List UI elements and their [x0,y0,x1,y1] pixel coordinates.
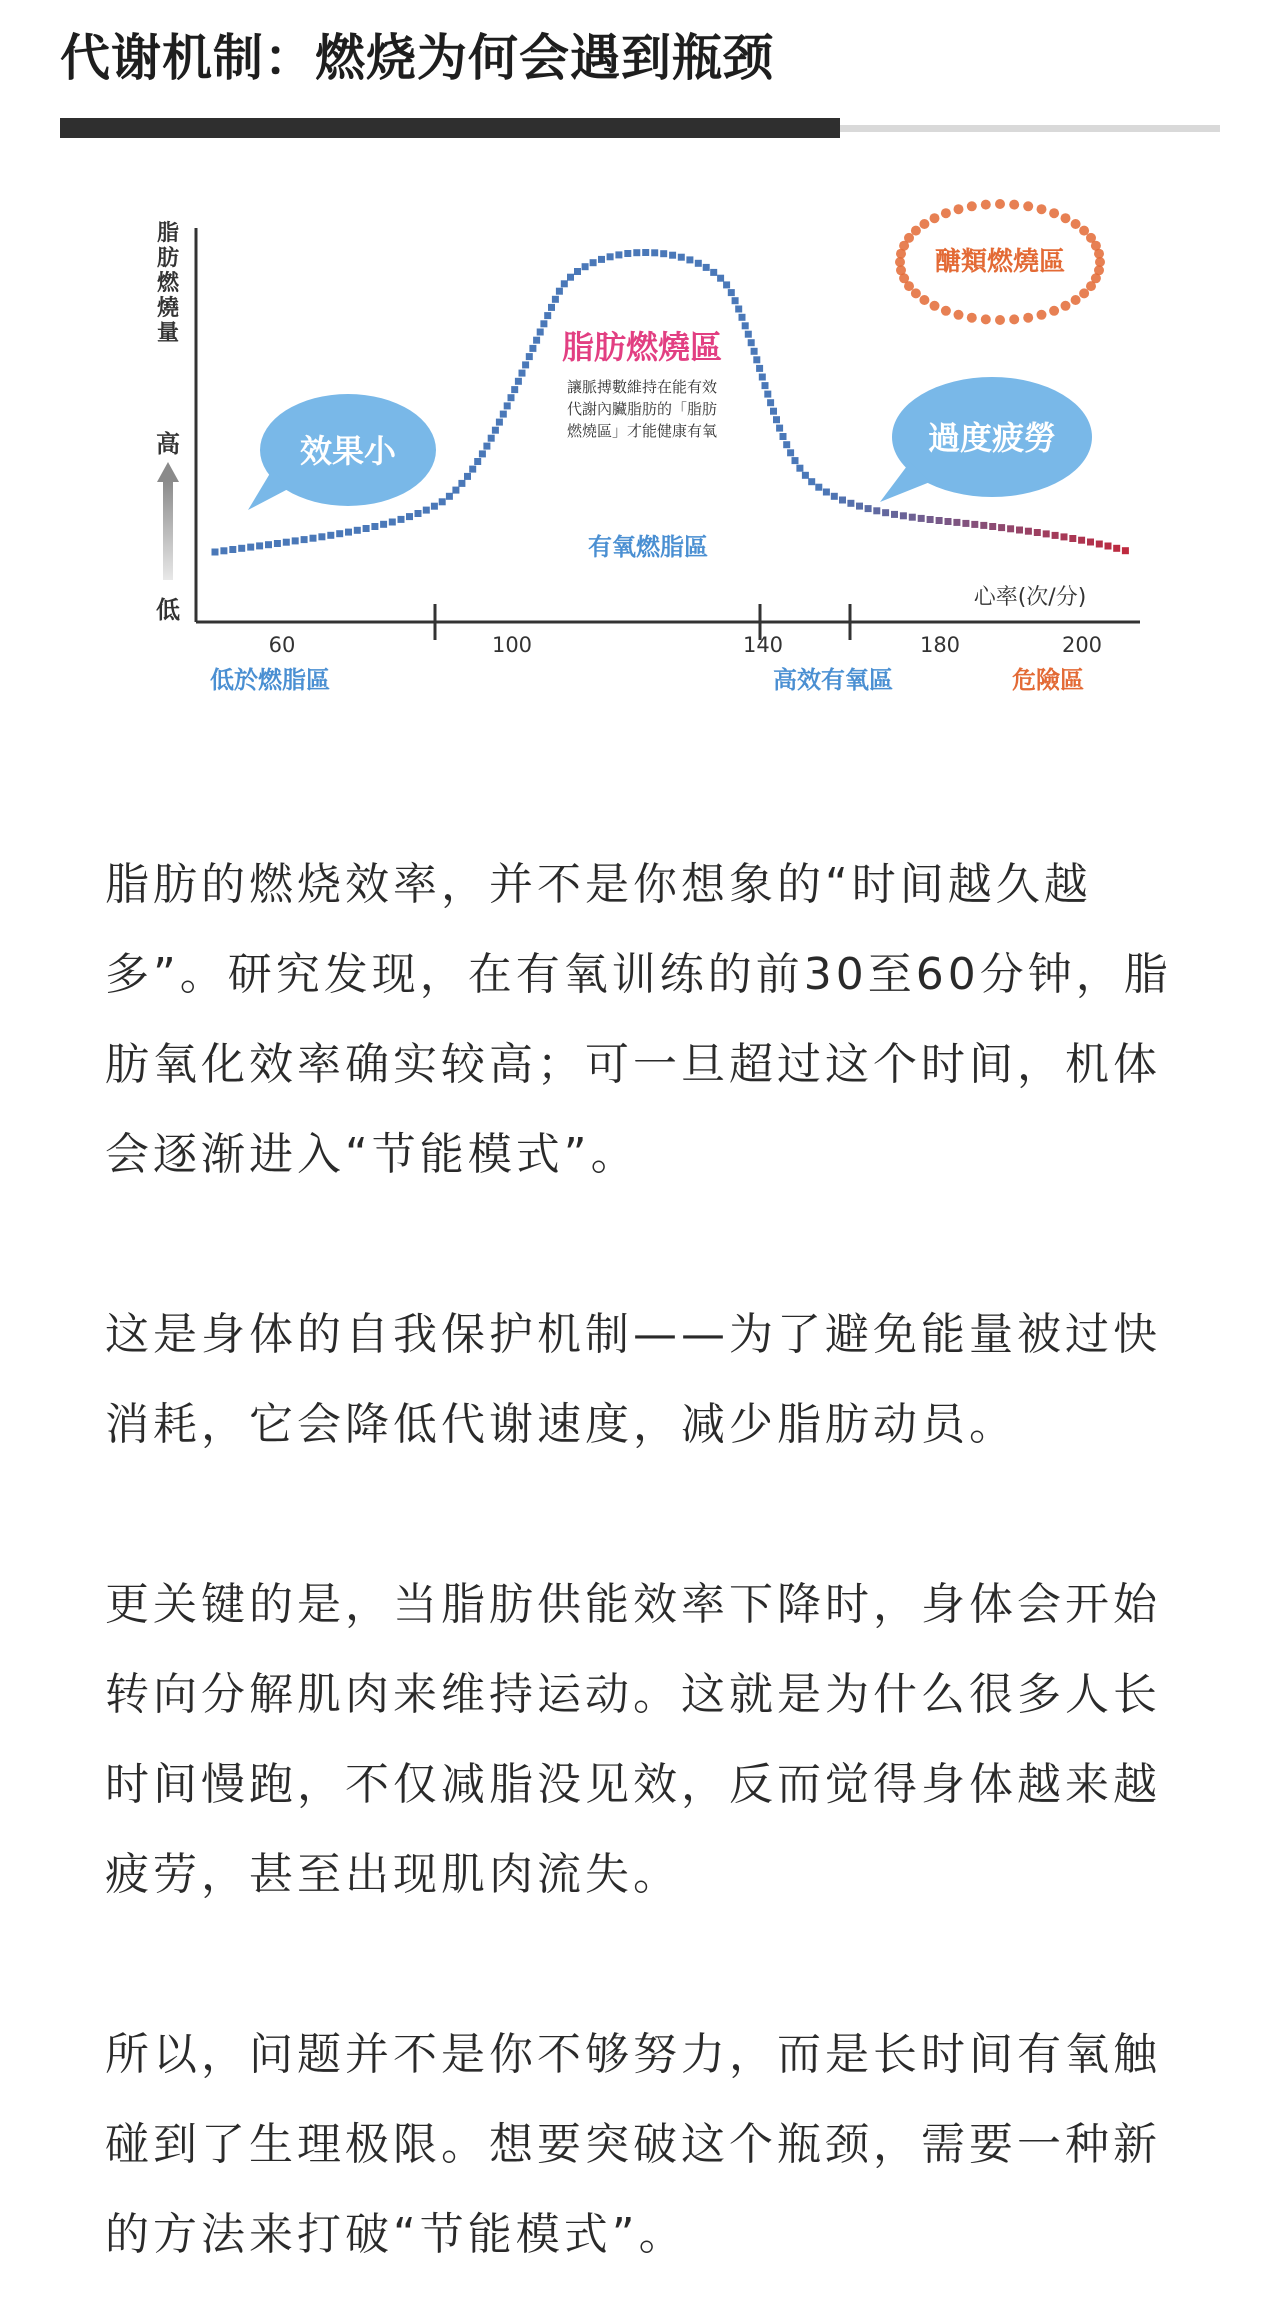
sugar-burn-zone [895,199,1105,325]
curve-dot [723,281,730,288]
title-underline-dark [60,118,840,138]
curve-dot [283,539,290,546]
zone-label-efficient: 高效有氧區 [773,666,893,694]
curve-dot [533,337,540,344]
curve-dot [787,449,794,456]
zone-label-low: 低於燃脂區 [210,666,330,694]
curve-dot [783,441,790,448]
paragraph: 所以，问题并不是你不够努力，而是长时间有氧触碰到了生理极限。想要突破这个瓶颈，需要一种新的方法来打破“节能模式”。 [105,2029,1161,2260]
curve-dot [274,540,281,547]
sugar-dot [904,233,914,243]
curve-dot [1122,547,1129,554]
x-tick-label: 60 [268,633,296,657]
fat-burn-chart-svg [0,170,1264,730]
curve-dot [642,249,649,256]
curve-dot [735,306,742,313]
y-axis-label-char: 肪 [156,246,180,271]
curve-dot [839,497,846,504]
curve-dot [469,466,476,473]
sugar-dot [954,310,964,320]
sugar-dot [1061,213,1071,223]
curve-dot [389,519,396,526]
curve-dot [590,259,597,266]
curve-dot [423,507,430,514]
curve-dot [522,361,529,368]
curve-dot [756,365,763,372]
sugar-dot [911,288,921,298]
curve-dot [808,478,815,485]
sugar-dot [995,315,1005,325]
curve-dot [1061,533,1068,540]
curve-dot [537,329,544,336]
paragraph: 脂肪的燃烧效率，并不是你想象的“时间越久越多”。研究发现，在有氧训练的前30至60分钟，脂肪氧化效率确实较高；可一旦超过这个时间，机体会逐渐进入“节能模式”。 [105,859,1172,1180]
curve-dot [615,251,622,258]
section-title: 代谢机制：燃烧为何会遇到瓶颈 [60,29,774,87]
curve-dot [767,399,774,406]
curve-dot [452,487,459,494]
zone-label-danger: 危險區 [1012,666,1084,694]
x-tick-labels [269,633,1102,657]
curve-dot [574,268,581,275]
curve-dot [229,546,236,553]
y-axis-label-char: 燃 [156,271,180,296]
curve-dot [474,458,481,465]
curve-dot [567,274,574,281]
sugar-dot [919,295,929,305]
sugar-dot [941,208,951,218]
curve-dot [748,339,755,346]
curve-dot [301,536,308,543]
curve-dot [212,549,219,556]
article-body [105,840,1175,2280]
peak-note-line: 代謝內臟脂肪的「脂肪 [566,400,718,418]
curve-dot [247,544,254,551]
x-tick-label: 180 [919,633,961,657]
curve-dot [431,503,438,510]
curve-dot [552,296,559,303]
curve-dot [511,386,518,393]
curve-dot [540,320,547,327]
bubble-right [880,377,1092,502]
curve-dot [483,443,490,450]
curve-dot [1105,543,1112,550]
curve-dot [732,297,739,304]
curve-dot [238,545,245,552]
sugar-dot [1049,306,1059,316]
sugar-dot [911,226,921,236]
curve-dot [831,493,838,500]
curve-dot [770,408,777,415]
curve-dot [1043,530,1050,537]
curve-dot [464,473,471,480]
sugar-dot [1079,226,1089,236]
curve-dot [962,520,969,527]
sugar-dot [919,219,929,229]
curve-dot [345,529,352,536]
curve-dot [479,450,486,457]
sugar-dot [1086,281,1096,291]
curve-dot [678,254,685,261]
y-up-arrow-icon [157,462,179,482]
curve-dot [918,515,925,522]
curve-dot [695,260,702,267]
curve-dot [624,250,631,257]
curve-dot [847,500,854,507]
sugar-dot [967,201,977,211]
sugar-dot [1079,288,1089,298]
curve-dot [500,411,507,418]
curve-dot [598,256,605,263]
sugar-dot [954,204,964,214]
curve-dot [796,465,803,472]
curve-dot [519,370,526,377]
curve-dot [508,394,515,401]
curve-dot [529,345,536,352]
bubble-right-text: 過度疲勞 [927,419,1057,457]
sugar-dot [1049,208,1059,218]
sugar-dot [1023,201,1033,211]
fat-burn-chart [0,170,1264,730]
curve-dot [710,269,717,276]
peak-note-line: 讓脈搏數維持在能有效 [566,378,718,396]
curve-dot [764,391,771,398]
curve-dot [780,433,787,440]
curve-dot [1096,541,1103,548]
curve-dot [802,472,809,479]
curve-dot [526,353,533,360]
curve-dot [406,513,413,520]
curve-dot [953,519,960,526]
sugar-burn-text: 醣類燃燒區 [934,247,1066,277]
curve-dot [496,419,503,426]
curve-dot [762,382,769,389]
curve-dot [292,537,299,544]
paragraph: 更关键的是，当脂肪供能效率下降时，身体会开始转向分解肌肉来维持运动。这就是为什么很多人长时间慢跑，不仅减脂没见效，反而觉得身体越来越疲劳，甚至出现肌肉流失。 [105,1579,1161,1900]
title-underline-light [840,125,1220,132]
x-axis-label: 心率(次/分) [973,585,1087,610]
curve-dot [1007,525,1014,532]
y-high-label: 高 [156,430,180,458]
curve-dot [989,523,996,530]
curve-dot [717,275,724,282]
sugar-dot [941,306,951,316]
curve-dot [488,435,495,442]
curve-dot [265,541,272,548]
curve-dot [561,280,568,287]
curve-dot [686,256,693,263]
article-header [60,22,1220,138]
curve-dot [865,505,872,512]
curve-dot [515,378,522,385]
sugar-dot [1037,310,1047,320]
curve-dot [651,249,658,256]
curve-dot [556,288,563,295]
x-tick-label: 100 [491,633,533,657]
curve-dot [363,525,370,532]
sugar-dot [995,199,1005,209]
bubble-left [248,394,436,510]
curve-dot [310,535,317,542]
curve-dot [439,498,446,505]
curve-dot [371,523,378,530]
paragraph: 这是身体的自我保护机制——为了避免能量被过快消耗，它会降低代谢速度，减少脂肪动员。 [105,1309,1161,1450]
curve-dot [446,493,453,500]
sugar-dot [1009,200,1019,210]
sugar-dot [1094,249,1104,259]
y-axis-label-char: 脂 [156,221,180,246]
curve-dot [548,304,555,311]
curve-dot [745,331,752,338]
curve-dot [660,250,667,257]
bubble-left-text: 效果小 [299,432,397,470]
sugar-dot [1023,313,1033,323]
curve-dot [256,542,263,549]
curve-dot [909,514,916,521]
curve-dot [1052,532,1059,539]
curve-dot [582,263,589,270]
curve-dot [927,516,934,523]
curve-dot [751,348,758,355]
curve-dot [220,547,227,554]
curve-dot [742,322,749,329]
curve-dot [1113,545,1120,552]
title-underline [60,118,1220,138]
curve-dot [336,530,343,537]
y-axis-label-char: 量 [156,321,180,346]
curve-dot [318,533,325,540]
curve-dot [792,457,799,464]
y-up-arrow-shaft [163,480,173,580]
curve-dot [327,532,334,539]
curve-dot [1069,535,1076,542]
curve-dot [945,518,952,525]
curve-dot [1087,539,1094,546]
curve-dot [823,489,830,496]
curve-dot [971,521,978,528]
curve-dot [980,522,987,529]
curve-dot [753,356,760,363]
curve-dot [1025,528,1032,535]
curve-dot [900,512,907,519]
curve-dot [703,264,710,271]
curve-dot [492,427,499,434]
curve-dot [544,312,551,319]
curve-dot [728,289,735,296]
peak-note-line: 燃燒區」才能健康有氧 [566,422,718,440]
curve-dot [856,503,863,510]
zone-label-aerobic: 有氧燃脂區 [588,533,708,561]
curve-dot [936,517,943,524]
curve-dot [891,511,898,518]
y-low-label: 低 [156,596,180,624]
curve-dot [998,524,1005,531]
curve-dot [873,507,880,514]
curve-dot [380,521,387,528]
sugar-dot [967,313,977,323]
curve-dot [633,249,640,256]
sugar-dot [1071,219,1081,229]
curve-dot [354,527,361,534]
curve-dot [815,484,822,491]
sugar-dot [1061,301,1071,311]
curve-dot [458,480,465,487]
x-tick-label: 140 [742,633,784,657]
sugar-dot [930,301,940,311]
curve-dot [776,425,783,432]
curve-dot [504,402,511,409]
sugar-dot [930,213,940,223]
curve-dot [607,253,614,260]
peak-title: 脂肪燃燒區 [561,328,723,366]
curve-dot [1078,537,1085,544]
y-axis-label-char: 燒 [156,296,180,321]
curve-dot [759,374,766,381]
x-tick-label: 200 [1061,633,1103,657]
curve-dot [398,516,405,523]
peak-note [567,378,717,440]
y-axis-label [156,221,180,346]
sugar-dot [1037,204,1047,214]
curve-dot [739,314,746,321]
curve-dot [1016,527,1023,534]
sugar-dot [1009,314,1019,324]
curve-dot [1034,529,1041,536]
curve-dot [669,252,676,259]
sugar-dot [981,314,991,324]
sugar-dot [981,200,991,210]
curve-dot [882,509,889,516]
curve-dot [415,510,422,517]
sugar-dot [1071,295,1081,305]
curve-dot [773,416,780,423]
